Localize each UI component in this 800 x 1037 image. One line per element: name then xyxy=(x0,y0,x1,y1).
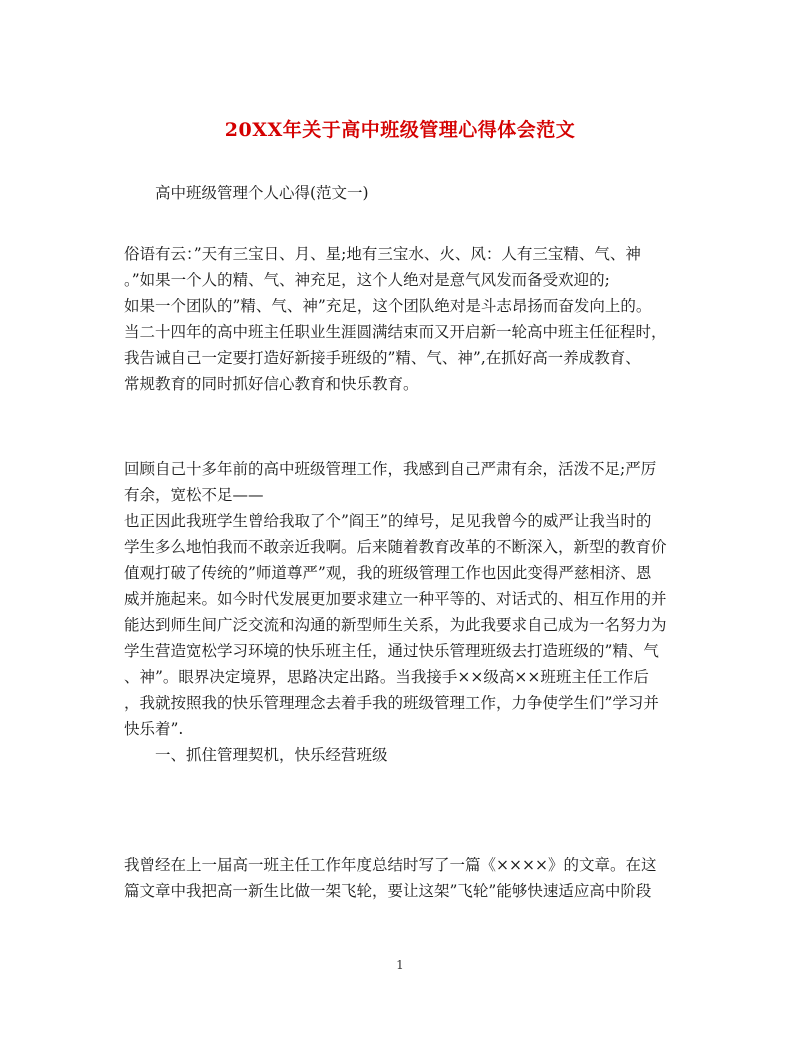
section-heading: 一、抓住管理契机，快乐经营班级 xyxy=(155,746,388,764)
paragraph-line: 常规教育的同时抓好信心教育和快乐教育。 xyxy=(124,375,419,393)
paragraph-line: 、神”。眼界决定境界，思路决定出路。当我接手××级高××班班主任工作后 xyxy=(124,668,649,686)
paragraph-line: ，我就按照我的快乐管理理念去着手我的班级管理工作，力争使学生们”学习并 xyxy=(124,694,659,712)
paragraph-line: 能达到师生间广泛交流和沟通的新型师生关系，为此我要求自己成为一名努力为 xyxy=(124,616,667,634)
paragraph-line: 快乐着”. xyxy=(124,720,184,738)
paragraph-line: 有余，宽松不足—— xyxy=(124,486,264,504)
paragraph-3 xyxy=(124,852,684,904)
paragraph-line: 当二十四年的高中班主任职业生涯圆满结束而又开启新一轮高中班主任征程时， xyxy=(124,323,667,341)
paragraph-line: 学生营造宽松学习环境的快乐班主任，通过快乐管理班级去打造班级的”精、气 xyxy=(124,642,659,660)
paragraph-1 xyxy=(124,241,684,397)
paragraph-line: 俗语有云：”天有三宝日、月、星;地有三宝水、火、风：人有三宝精、气、神 xyxy=(124,245,641,263)
paragraph-2 xyxy=(124,456,684,768)
paragraph-line: 如果一个团队的”精、气、神”充足，这个团队绝对是斗志昂扬而奋发向上的。 xyxy=(124,297,652,315)
paragraph-line: 值观打破了传统的”师道尊严”观，我的班级管理工作也因此变得严慈相济、恩 xyxy=(124,564,652,582)
document-title: 20XX年关于高中班级管理心得体会范文 xyxy=(224,119,576,141)
paragraph-line: 。”如果一个人的精、气、神充足，这个人绝对是意气风发而备受欢迎的; xyxy=(124,271,610,289)
paragraph-line: 也正因此我班学生曾给我取了个”阎王”的绰号，足见我曾今的威严让我当时的 xyxy=(124,512,652,530)
paragraph-line: 威并施起来。如今时代发展更加要求建立一种平等的、对话式的、相互作用的并 xyxy=(124,590,667,608)
subtitle-block xyxy=(124,180,684,206)
paragraph-line: 我告诫自己一定要打造好新接手班级的”精、气、神”,在抓好高一养成教育、 xyxy=(124,349,641,367)
document-subtitle: 高中班级管理个人心得(范文一) xyxy=(155,184,369,202)
page-number: 1 xyxy=(396,958,404,972)
paragraph-line: 学生多么地怕我而不敢亲近我啊。后来随着教育改革的不断深入，新型的教育价 xyxy=(124,538,667,556)
paragraph-line: 回顾自己十多年前的高中班级管理工作，我感到自己严肃有余，活泼不足;严厉 xyxy=(124,460,657,478)
paragraph-line: 我曾经在上一届高一班主任工作年度总结时写了一篇《××××》的文章。在这 xyxy=(124,856,657,874)
paragraph-line: 篇文章中我把高一新生比做一架飞轮，要让这架”飞轮”能够快速适应高中阶段 xyxy=(124,882,652,900)
